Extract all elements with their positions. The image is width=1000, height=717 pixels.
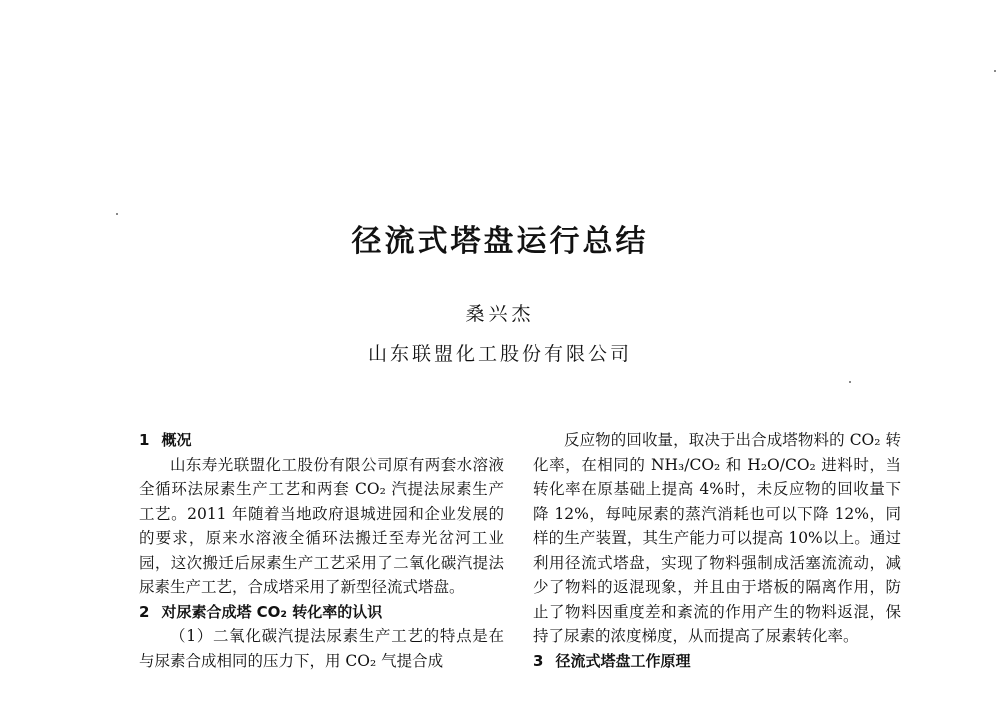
section-2-heading — [139, 600, 504, 625]
paper-title: 径流式塔盘运行总结 — [351, 224, 649, 259]
author-name: 桑兴杰 — [465, 303, 535, 325]
section-number: 3 — [533, 651, 544, 670]
section-1-heading — [139, 428, 504, 453]
scan-speck — [116, 213, 118, 215]
scan-speck — [994, 70, 996, 72]
section-title: 概况 — [161, 431, 192, 449]
right-column — [533, 428, 901, 673]
paragraph: （1）二氧化碳汽提法尿素生产工艺的特点是在与尿素合成相同的压力下，用 CO₂ 气提合成 — [139, 627, 504, 670]
paragraph: 反应物的回收量，取决于出合成塔物料的 CO₂ 转化率，在相同的 NH₃/CO₂ 和 H₂O/CO₂ 进料时，当转化率在原基础上提高 4%时，未反应物的回收量下降 12%，每吨尿素的蒸汽消耗也可以下降 12%，同样的生产装置，其生产能力可以提高 10%以上。通过利用径流式塔盘，实现了物料强制成活塞流流动，减少了物料的返混现象，并且由于塔板的隔离作用，防止了物料因重度差和紊流的作用产生的物料返混，保持了尿素的浓度梯度，从而提高了尿素转化率。 — [533, 431, 901, 645]
affiliation: 山东联盟化工股份有限公司 — [367, 343, 632, 365]
section-number: 1 — [139, 431, 150, 449]
section-title: 径流式塔盘工作原理 — [555, 651, 691, 670]
section-title: 对尿素合成塔 CO₂ 转化率的认识 — [161, 602, 383, 621]
scan-speck — [849, 381, 851, 383]
section-number: 2 — [139, 602, 150, 621]
paragraph: 山东寿光联盟化工股份有限公司原有两套水溶液全循环法尿素生产工艺和两套 CO₂ 汽提法尿素生产工艺。2011 年随着当地政府退城进园和企业发展的的要求，原来水溶液全循环法搬迁至寿光岔河工业园，这次搬迁后尿素生产工艺采用了二氧化碳汽提法尿素生产工艺，合成塔采用了新型径流式塔盘。 — [139, 455, 504, 596]
section-3-heading — [533, 649, 901, 674]
left-column — [139, 428, 504, 673]
